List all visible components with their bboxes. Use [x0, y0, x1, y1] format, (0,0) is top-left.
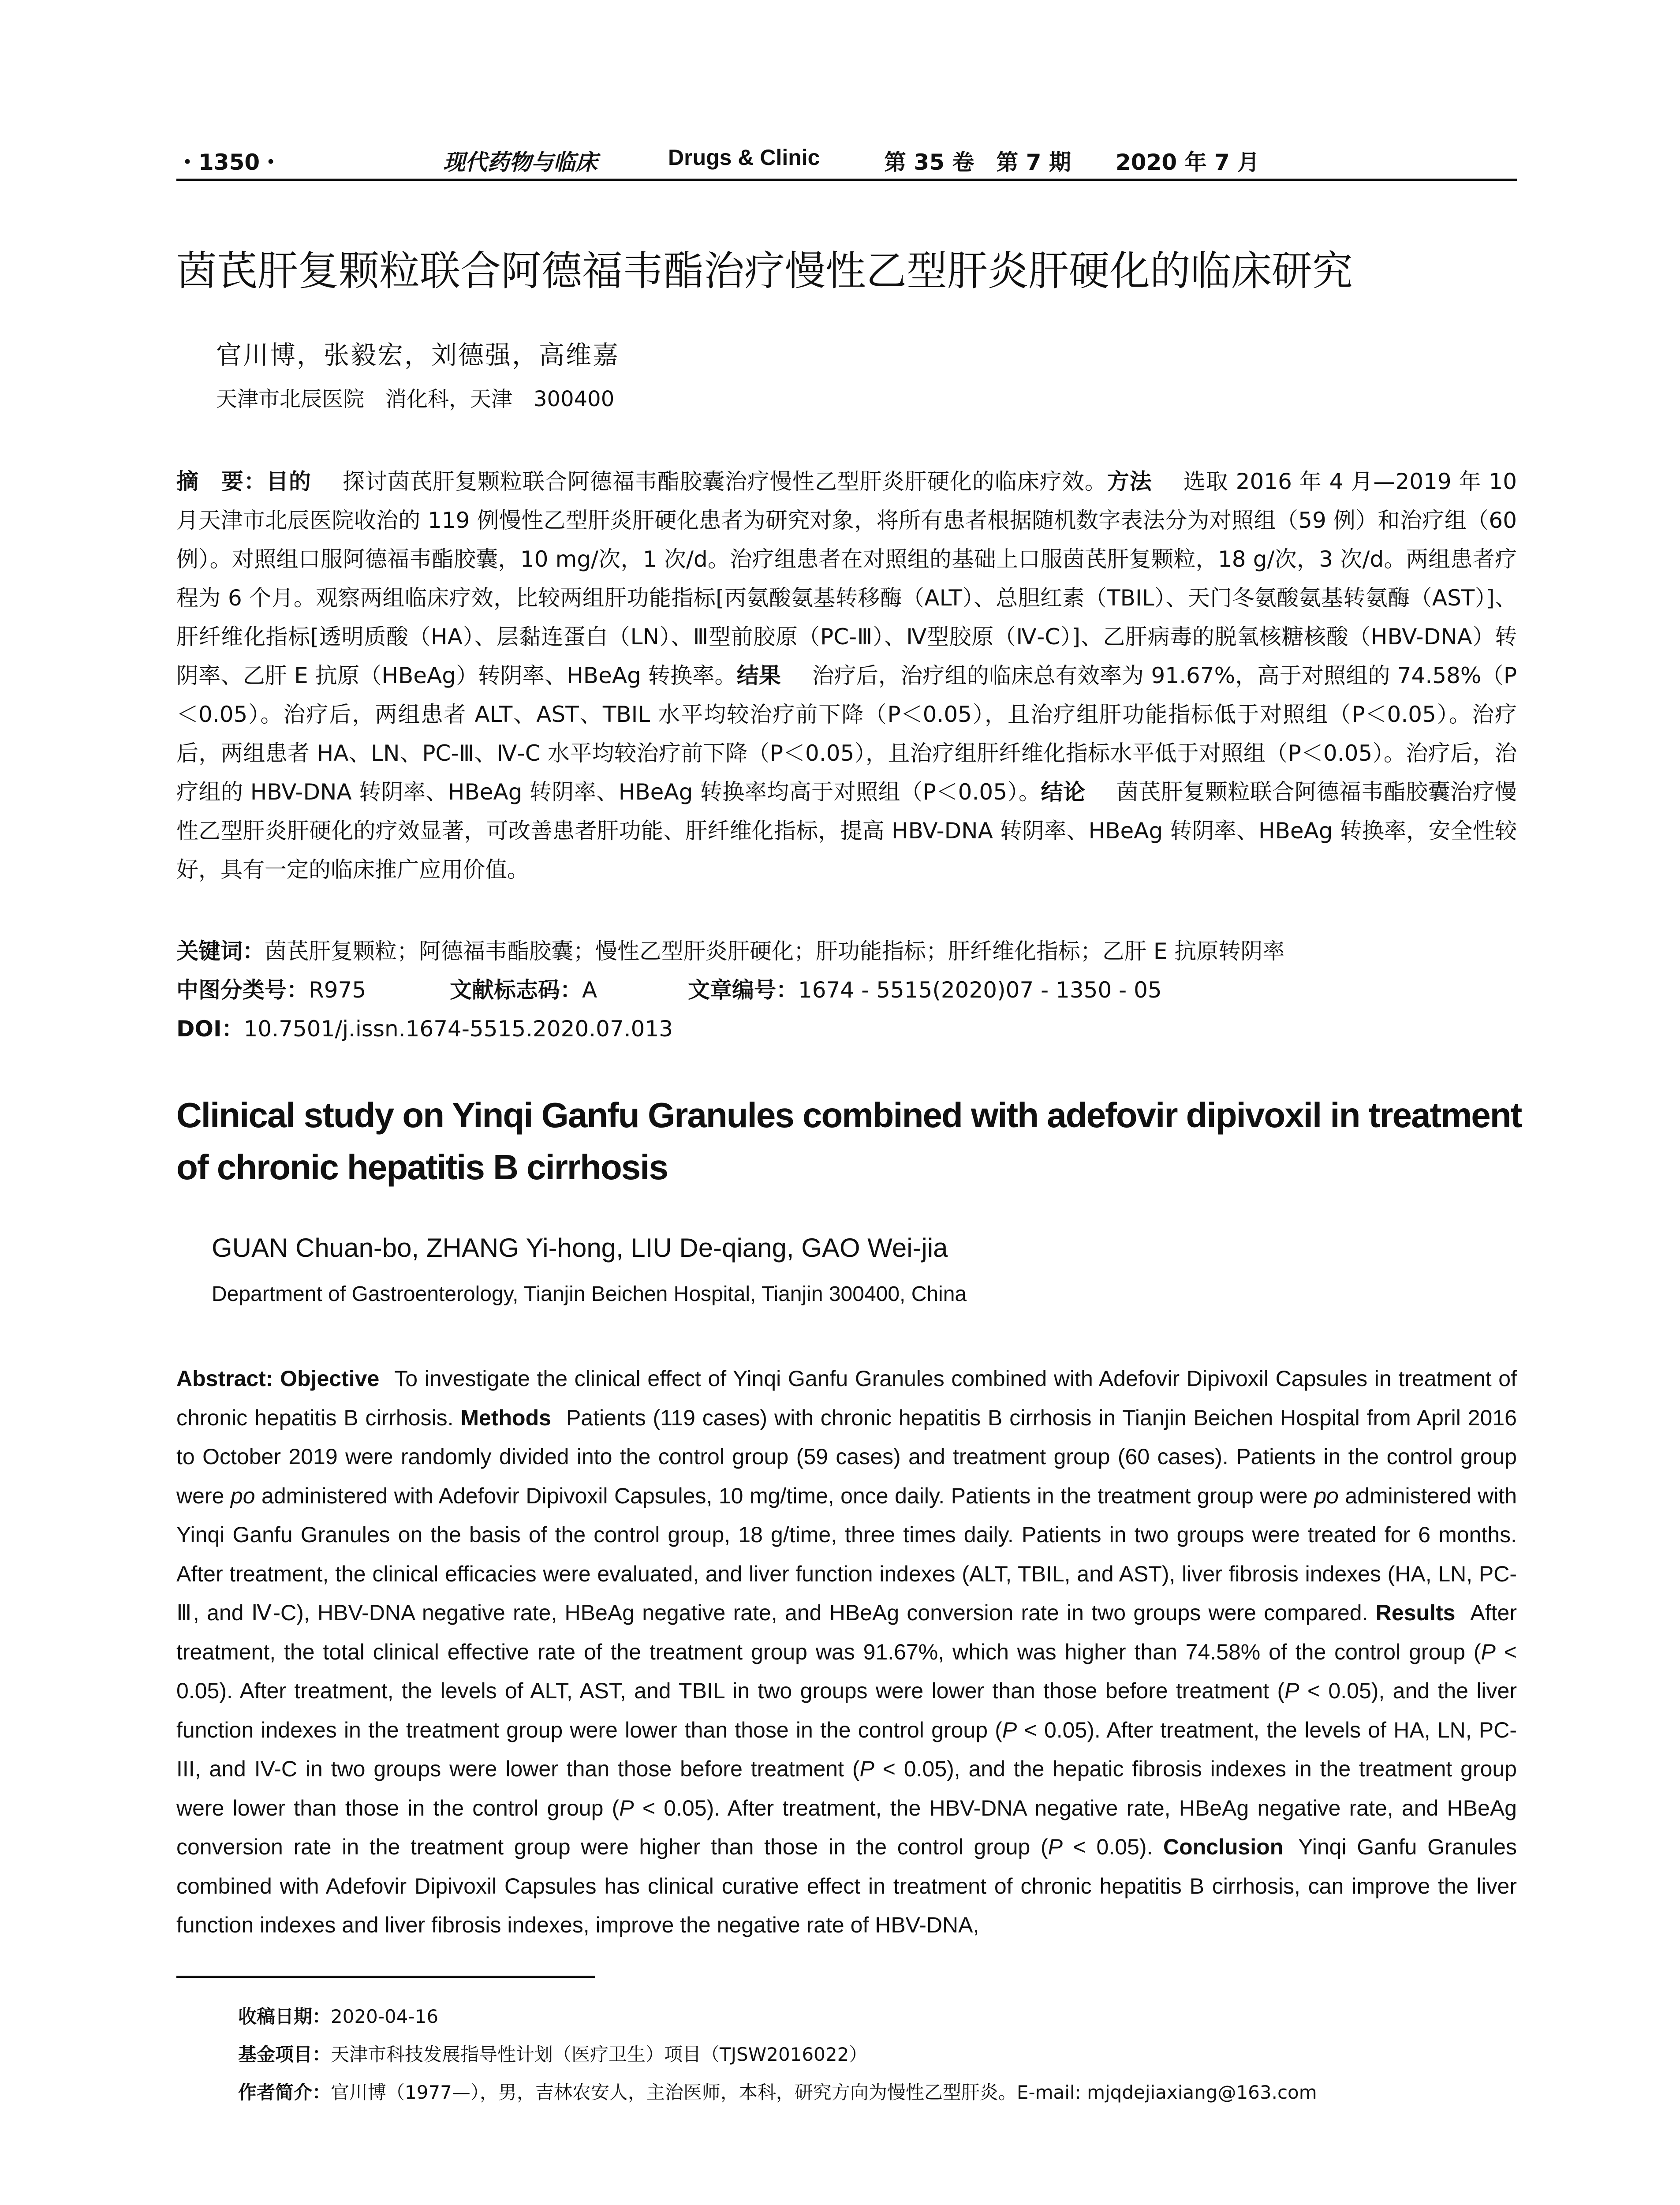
fund-label: 基金项目：: [238, 2044, 331, 2065]
cn-affiliation: 天津市北辰医院 消化科，天津 300400: [216, 387, 615, 411]
running-header: [176, 140, 1517, 180]
cn-keywords: [176, 936, 1517, 967]
en-conclusion-text: Yinqi Ganfu Granules combined with Adefovir Dipivoxil Capsules has clinical curative effect in treatment of chronic hepatitis B cirrhosis, can improve the liver function indexes and liver fibrosis indexes, improve the negative rate of HBV-DNA,: [176, 1835, 1517, 1937]
footnote-rule: [176, 1976, 595, 1978]
en-conclusion-label: Conclusion: [1163, 1835, 1284, 1859]
en-methods-text-3: administered with Yinqi Ganfu Granules on the basis of the control group, 18 g/time, three times daily. Patients in two groups were treated for 6 months. After treatment, the clinical efficacies were evaluated, and liver function indexes (ALT, TBIL, and AST), liver fibrosis indexes (HA, LN, PC-Ⅲ, and Ⅳ-C), HBV-DNA negative rate, HBeAg negative rate, and HBeAg conversion rate in two groups were compared.: [176, 1483, 1517, 1625]
footnotes: [238, 2001, 1517, 2115]
author-value: 官川博（1977—），男，吉林农安人，主治医师，本科，研究方向为慢性乙型肝炎。E-mail: mjqdejiaxiang@163.com: [331, 2082, 1317, 2103]
en-results-text-1: After treatment, the total clinical effective rate of the treatment group was 91.67%, which was higher than 74.58% of the control group (: [176, 1600, 1517, 1664]
journal-name-cn: 现代药物与临床: [443, 149, 597, 175]
po-2: po: [1314, 1483, 1339, 1508]
header-rule: [176, 179, 1517, 181]
received-label: 收稿日期：: [238, 2006, 331, 2027]
fund-project: [238, 2039, 1517, 2070]
class-value: R975: [309, 977, 366, 1003]
p-value-4: P: [859, 1757, 874, 1781]
p-value-5: P: [619, 1795, 634, 1820]
en-results-text-2: < 0.05). After treatment, the levels of ALT, AST, and TBIL in two groups were lower than those before treatment (: [176, 1639, 1517, 1703]
article-no-value: 1674 - 5515(2020)07 - 1350 - 05: [798, 977, 1162, 1003]
p-value-1: P: [1481, 1639, 1496, 1664]
p-value-2: P: [1284, 1678, 1299, 1703]
class-label: 中图分类号：: [176, 977, 309, 1003]
cn-classification: [176, 975, 1517, 1005]
doi-label: DOI：: [176, 1016, 244, 1042]
doi-value[interactable]: 10.7501/j.issn.1674-5515.2020.07.013: [243, 1016, 673, 1042]
cn-authors: 官川博，张毅宏，刘德强，高维嘉: [216, 340, 620, 370]
en-authors: GUAN Chuan-bo, ZHANG Yi-hong, LIU De-qiang, GAO Wei-jia: [212, 1233, 948, 1263]
journal-name-en: Drugs & Clinic: [668, 145, 820, 170]
cn-objective-text: 探讨茵芪肝复颗粒联合阿德福韦酯胶囊治疗慢性乙型肝炎肝硬化的临床疗效。: [342, 469, 1107, 494]
en-methods-text-2: administered with Adefovir Dipivoxil Capsules, 10 mg/time, once daily. Patients in the treatment group were: [261, 1483, 1308, 1508]
cn-methods-text: 选取 2016 年 4 月—2019 年 10 月天津市北辰医院收治的 119 例慢性乙型肝炎肝硬化患者为研究对象，将所有患者根据随机数字表法分为对照组（59 例）和治疗组（60 例）。对照组口服阿德福韦酯胶囊，10 mg/次，1 次/d。治疗组患者在对照组的基础上口服茵芪肝复颗粒，18 g/次，3 次/d。两组患者疗程为 6 个月。观察两组临床疗效，比较两组肝功能指标[丙氨酸氨基转移酶（ALT）、总胆红素（TBIL）、天门冬氨酸氨基转氨酶（AST）]、肝纤维化指标[透明质酸（HA）、层黏连蛋白（LN）、Ⅲ型前胶原（PC-Ⅲ）、Ⅳ型胶原（Ⅳ-C）]、乙肝病毒的脱氧核糖核酸（HBV-DNA）转阴率、乙肝 E 抗原（HBeAg）转阴率、HBeAg 转换率。: [176, 469, 1517, 688]
en-affiliation: Department of Gastroenterology, Tianjin Beichen Hospital, Tianjin 300400, China: [212, 1282, 967, 1306]
fund-value: 天津市科技发展指导性计划（医疗卫生）项目（TJSW2016022）: [331, 2044, 868, 2065]
cn-methods-label: 方法: [1107, 469, 1152, 494]
volume-issue: 第 35 卷 第 7 期: [884, 149, 1071, 175]
cn-results-label: 结果: [736, 663, 781, 688]
en-methods-label: Methods: [460, 1405, 551, 1430]
page-number: ・1350・: [176, 149, 282, 175]
p-value-6: P: [1048, 1835, 1063, 1859]
en-results-text-5: < 0.05), and the hepatic fibrosis indexes in the treatment group were lower than those in the control group (: [176, 1757, 1517, 1820]
en-results-text-7: < 0.05).: [1063, 1835, 1153, 1859]
en-results-text-3: < 0.05), and the liver function indexes in the treatment group were lower than those in the control group (: [176, 1678, 1517, 1742]
en-objective-text: To investigate the clinical effect of Yinqi Ganfu Granules combined with Adefovir Dipivoxil Capsules in treatment of chronic hepatitis B cirrhosis.: [176, 1366, 1517, 1430]
cn-conclusion-label: 结论: [1041, 779, 1086, 805]
received-value: 2020-04-16: [331, 2006, 439, 2027]
doc-code-value: A: [582, 977, 597, 1003]
en-abstract-label: Abstract:: [176, 1366, 273, 1391]
author-bio: [238, 2077, 1517, 2108]
p-value-3: P: [1002, 1717, 1017, 1742]
po-1: po: [230, 1483, 255, 1508]
received-date: [238, 2001, 1517, 2032]
en-methods-text-1: Patients (119 cases) with chronic hepatitis B cirrhosis in Tianjin Beichen Hospital from April 2016 to October 2019 were randomly divided into the control group (59 cases) and treatment group (60 cases). Patients in the control group were: [176, 1405, 1517, 1508]
issue-date: 2020 年 7 月: [1116, 149, 1260, 175]
cn-title: 茵芪肝复颗粒联合阿德福韦酯治疗慢性乙型肝炎肝硬化的临床研究: [176, 247, 1353, 295]
author-label: 作者简介：: [238, 2082, 331, 2103]
en-results-text-4: < 0.05). After treatment, the levels of HA, LN, PC- III, and IV-C in two groups were lower than those before treatment (: [176, 1717, 1517, 1781]
cn-results-text: 治疗后，治疗组的临床总有效率为 91.67%，高于对照组的 74.58%（P＜0.05）。治疗后，两组患者 ALT、AST、TBIL 水平均较治疗前下降（P＜0.05），且治疗组肝功能指标低于对照组（P＜0.05）。治疗后，两组患者 HA、LN、PC-Ⅲ、Ⅳ-C 水平均较治疗前下降（P＜0.05），且治疗组肝纤维化指标水平低于对照组（P＜0.05）。治疗后，治疗组的 HBV-DNA 转阴率、HBeAg 转阴率、HBeAg 转换率均高于对照组（P＜0.05）。: [176, 663, 1517, 805]
cn-abstract: [176, 462, 1517, 889]
cn-keywords-label: 关键词：: [176, 938, 265, 964]
en-title: Clinical study on Yinqi Ganfu Granules combined with adefovir dipivoxil in treatment of chronic hepatitis B cirrhosis: [176, 1095, 1522, 1187]
article-no-label: 文章编号：: [688, 977, 798, 1003]
cn-abstract-label: 摘 要：: [176, 469, 266, 494]
en-abstract: [176, 1359, 1517, 1945]
cn-objective-label: 目的: [266, 469, 311, 494]
doc-code-label: 文献标志码：: [450, 977, 582, 1003]
cn-conclusion-text: 茵芪肝复颗粒联合阿德福韦酯胶囊治疗慢性乙型肝炎肝硬化的疗效显著，可改善患者肝功能、肝纤维化指标，提高 HBV-DNA 转阴率、HBeAg 转阴率、HBeAg 转换率，安全性较好，具有一定的临床推广应用价值。: [176, 779, 1517, 882]
en-results-text-6: < 0.05). After treatment, the HBV-DNA negative rate, HBeAg negative rate, and HBeAg conversion rate in the treatment group were higher than those in the control group (: [176, 1795, 1517, 1859]
cn-keywords-text: 茵芪肝复颗粒；阿德福韦酯胶囊；慢性乙型肝炎肝硬化；肝功能指标；肝纤维化指标；乙肝 E 抗原转阴率: [265, 938, 1285, 964]
doi-line: [176, 1013, 1517, 1044]
en-results-label: Results: [1375, 1600, 1456, 1625]
en-objective-label: Objective: [280, 1366, 380, 1391]
